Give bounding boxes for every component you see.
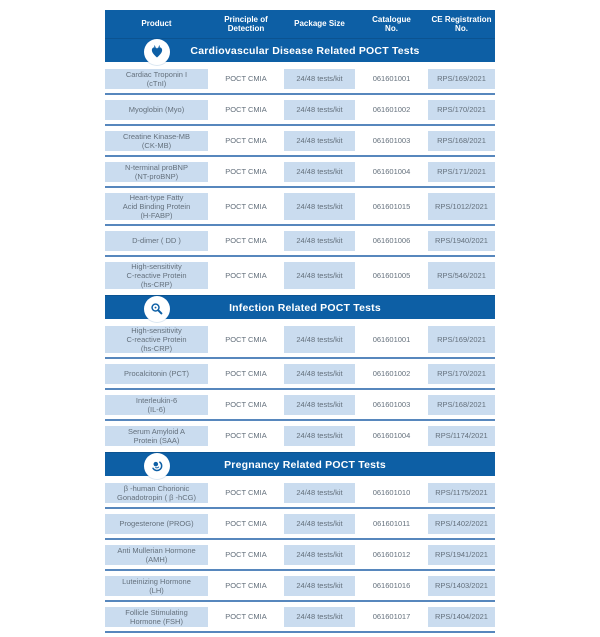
package-size-cell: 24/48 tests/kit [284,545,355,565]
table-row [105,258,495,292]
catalogue-no-cell: 061601004 [358,426,425,446]
package-size-cell: 24/48 tests/kit [284,326,355,353]
product-cell: Follicle Stimulating Hormone (FSH) [105,607,208,627]
product-cell: D-dimer ( DD ) [105,231,208,251]
principle-cell: POCT CMIA [211,100,281,120]
package-size-cell: 24/48 tests/kit [284,231,355,251]
principle-cell: POCT CMIA [211,426,281,446]
product-cell: β -human Chorionic Gonadotropin ( β -hCG) [105,483,208,503]
product-cell: Serum Amyloid A Protein (SAA) [105,426,208,446]
poct-product-table [105,10,495,637]
ce-registration-cell: RPS/1174/2021 [428,426,495,446]
catalogue-no-cell: 061601017 [358,607,425,627]
product-cell: Luteinizing Hormone (LH) [105,576,208,596]
principle-cell: POCT CMIA [211,131,281,151]
ce-registration-cell: RPS/171/2021 [428,162,495,182]
row-separator [105,506,495,510]
section-title: Infection Related POCT Tests [229,301,381,314]
catalogue-no-cell: 061601011 [358,514,425,534]
column-header-3: Catalogue No. [372,14,411,33]
table-row [105,479,495,506]
section-rows [105,322,495,449]
catalogue-no-cell: 061601002 [358,100,425,120]
row-separator [105,537,495,541]
package-size-cell: 24/48 tests/kit [284,69,355,89]
row-separator [105,630,495,634]
package-size-cell: 24/48 tests/kit [284,395,355,415]
product-cell: Interleukin-6 (IL-6) [105,395,208,415]
catalogue-no-cell: 061601001 [358,326,425,353]
principle-cell: POCT CMIA [211,231,281,251]
table-row [105,422,495,449]
section-rows [105,65,495,292]
catalogue-no-cell: 061601002 [358,364,425,384]
catalogue-no-cell: 061601016 [358,576,425,596]
product-cell: High-sensitivity C-reactive Protein (hs-CRP) [105,326,208,353]
principle-cell: POCT CMIA [211,364,281,384]
row-separator [105,185,495,189]
catalogue-no-cell: 061601001 [358,69,425,89]
ce-registration-cell: RPS/168/2021 [428,131,495,151]
product-cell: N-terminal proBNP (NT-proBNP) [105,162,208,182]
row-separator [105,418,495,422]
ce-registration-cell: RPS/1941/2021 [428,545,495,565]
product-cell: High-sensitivity C-reactive Protein (hs-CRP) [105,262,208,289]
row-separator [105,223,495,227]
ce-registration-cell: RPS/1404/2021 [428,607,495,627]
column-header-2: Package Size [294,19,345,29]
package-size-cell: 24/48 tests/kit [284,131,355,151]
ce-registration-cell: RPS/170/2021 [428,100,495,120]
table-row [105,391,495,418]
package-size-cell: 24/48 tests/kit [284,193,355,220]
ce-registration-cell: RPS/1402/2021 [428,514,495,534]
principle-cell: POCT CMIA [211,576,281,596]
package-size-cell: 24/48 tests/kit [284,262,355,289]
table-row [105,360,495,387]
principle-cell: POCT CMIA [211,514,281,534]
table-row [105,603,495,630]
table-row [105,96,495,123]
product-cell: Heart-type Fatty Acid Binding Protein (H-FABP) [105,193,208,220]
table-header-row [105,10,495,38]
catalogue-no-cell: 061601003 [358,395,425,415]
principle-cell: POCT CMIA [211,483,281,503]
package-size-cell: 24/48 tests/kit [284,162,355,182]
product-cell: Creatine Kinase-MB (CK-MB) [105,131,208,151]
catalogue-no-cell: 061601012 [358,545,425,565]
principle-cell: POCT CMIA [211,395,281,415]
ce-registration-cell: RPS/1012/2021 [428,193,495,220]
ce-registration-cell: RPS/546/2021 [428,262,495,289]
principle-cell: POCT CMIA [211,607,281,627]
ce-registration-cell: RPS/168/2021 [428,395,495,415]
section-rows [105,479,495,634]
column-header-0: Product [141,19,172,29]
row-separator [105,387,495,391]
catalogue-no-cell: 061601005 [358,262,425,289]
row-separator [105,599,495,603]
ce-registration-cell: RPS/1940/2021 [428,231,495,251]
product-cell: Anti Mullerian Hormone (AMH) [105,545,208,565]
package-size-cell: 24/48 tests/kit [284,607,355,627]
principle-cell: POCT CMIA [211,262,281,289]
principle-cell: POCT CMIA [211,162,281,182]
ce-registration-cell: RPS/169/2021 [428,326,495,353]
table-row [105,227,495,254]
table-row [105,322,495,356]
package-size-cell: 24/48 tests/kit [284,364,355,384]
principle-cell: POCT CMIA [211,545,281,565]
table-row [105,510,495,537]
package-size-cell: 24/48 tests/kit [284,514,355,534]
section-title: Cardiovascular Disease Related POCT Tests [190,44,420,57]
table-row [105,65,495,92]
row-separator [105,254,495,258]
catalogue-no-cell: 061601010 [358,483,425,503]
product-cell: Cardiac Troponin I (cTnI) [105,69,208,89]
table-row [105,541,495,568]
column-header-1: Principle of Detection [224,14,268,33]
table-row [105,127,495,154]
catalogue-no-cell: 061601006 [358,231,425,251]
package-size-cell: 24/48 tests/kit [284,483,355,503]
package-size-cell: 24/48 tests/kit [284,426,355,446]
table-sections [105,38,495,634]
section-title: Pregnancy Related POCT Tests [224,458,386,471]
row-separator [105,123,495,127]
principle-cell: POCT CMIA [211,69,281,89]
principle-cell: POCT CMIA [211,193,281,220]
product-cell: Progesterone (PROG) [105,514,208,534]
section-band [105,38,495,62]
row-separator [105,568,495,572]
catalogue-no-cell: 061601003 [358,131,425,151]
product-cell: Myoglobin (Myo) [105,100,208,120]
package-size-cell: 24/48 tests/kit [284,100,355,120]
table-row [105,189,495,223]
ce-registration-cell: RPS/1175/2021 [428,483,495,503]
section-band [105,295,495,319]
row-separator [105,154,495,158]
ce-registration-cell: RPS/169/2021 [428,69,495,89]
row-separator [105,356,495,360]
catalogue-no-cell: 061601004 [358,162,425,182]
section-band [105,452,495,476]
package-size-cell: 24/48 tests/kit [284,576,355,596]
product-cell: Procalcitonin (PCT) [105,364,208,384]
principle-cell: POCT CMIA [211,326,281,353]
catalogue-no-cell: 061601015 [358,193,425,220]
row-separator [105,92,495,96]
column-header-4: CE Registration No. [431,14,492,33]
ce-registration-cell: RPS/1403/2021 [428,576,495,596]
table-row [105,158,495,185]
table-row [105,572,495,599]
ce-registration-cell: RPS/170/2021 [428,364,495,384]
